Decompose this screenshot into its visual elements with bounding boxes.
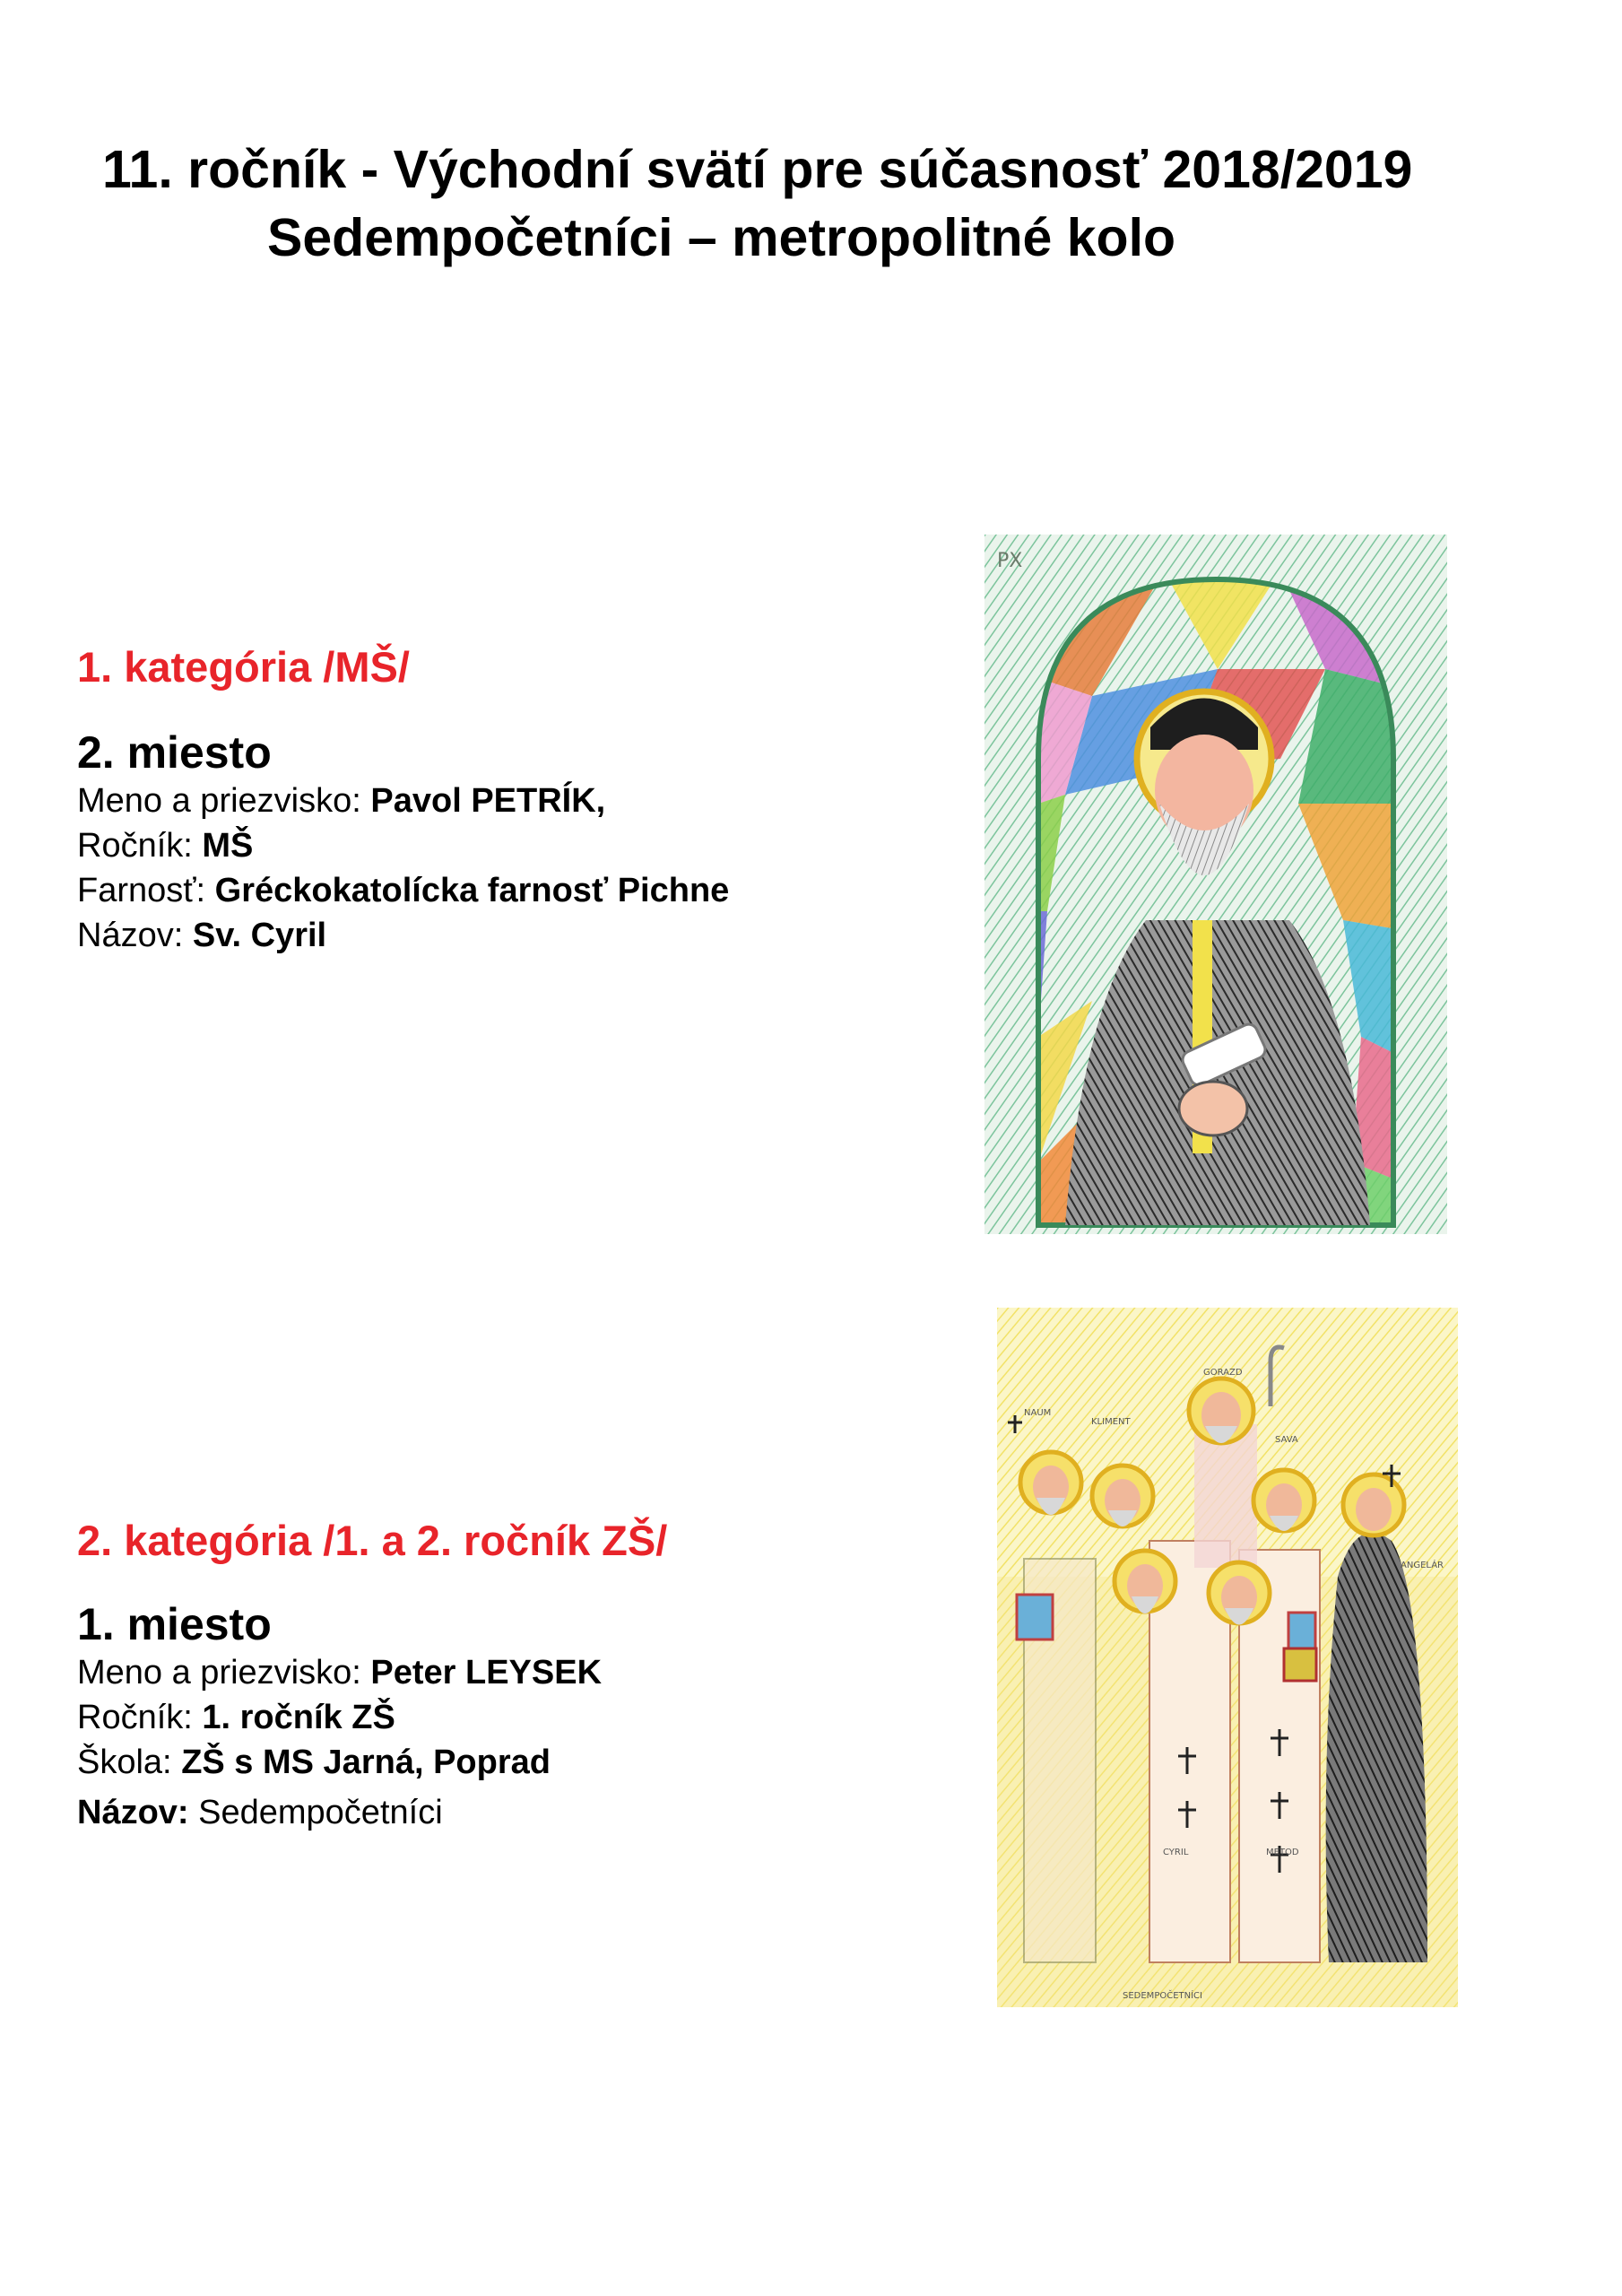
category-heading: 1. kategória /MŠ/ — [77, 643, 410, 691]
detail-label: Ročník: — [77, 1699, 193, 1736]
drawing-scribble: KLIMENT — [1091, 1417, 1131, 1427]
detail-label: Farnosť: — [77, 872, 206, 909]
drawing-scribble: SAVA — [1275, 1435, 1298, 1445]
detail-value: ZŠ s MS Jarná, Poprad — [181, 1744, 551, 1781]
drawing-scribble: GORAZD — [1203, 1368, 1243, 1378]
seven-saints-drawing — [997, 1308, 1458, 2007]
detail-label: Meno a priezvisko: — [77, 1654, 361, 1692]
drawing-scribble: ANGELÁR — [1401, 1561, 1444, 1570]
page-subtitle: Sedempočetníci – metropolitné kolo — [267, 208, 1176, 267]
detail-value: Pavol PETRÍK, — [370, 782, 606, 820]
detail-value: Peter LEYSEK — [370, 1654, 603, 1692]
drawing-scribble: SEDEMPOČETNÍCI — [1123, 1991, 1202, 2001]
drawing-corner-mark: PX — [997, 550, 1023, 572]
detail-label: Meno a priezvisko: — [77, 782, 361, 820]
entry-details — [77, 778, 729, 958]
detail-value: Sedempočetníci — [198, 1794, 443, 1831]
entry-details — [77, 1650, 602, 1835]
drawing-scribble: NAUM — [1024, 1408, 1052, 1418]
place-heading: 1. miesto — [77, 1599, 272, 1649]
detail-row-grade — [77, 1695, 602, 1740]
detail-row-title — [77, 913, 729, 958]
detail-row-grade — [77, 823, 729, 868]
drawing-scribble: CYRIL — [1163, 1848, 1189, 1857]
detail-row-title — [77, 1790, 602, 1835]
detail-value: Sv. Cyril — [192, 917, 327, 954]
place-heading: 2. miesto — [77, 727, 272, 778]
detail-label: Názov: — [77, 1794, 189, 1831]
page-title: 11. ročník - Východní svätí pre súčasnosť 2018/2019 — [102, 140, 1413, 199]
detail-label: Škola: — [77, 1744, 172, 1781]
detail-label: Názov: — [77, 917, 184, 954]
detail-row-parish — [77, 868, 729, 913]
detail-value: 1. ročník ZŠ — [202, 1699, 395, 1736]
detail-row-name — [77, 1650, 602, 1695]
category-heading: 2. kategória /1. a 2. ročník ZŠ/ — [77, 1517, 668, 1564]
drawing-scribble: METOD — [1266, 1848, 1299, 1857]
detail-row-name — [77, 778, 729, 823]
detail-label: Ročník: — [77, 827, 193, 865]
detail-value: Gréckokatolícka farnosť Pichne — [214, 872, 730, 909]
detail-row-school — [77, 1740, 602, 1785]
saint-cyril-drawing — [984, 535, 1447, 1234]
detail-value: MŠ — [202, 827, 254, 865]
